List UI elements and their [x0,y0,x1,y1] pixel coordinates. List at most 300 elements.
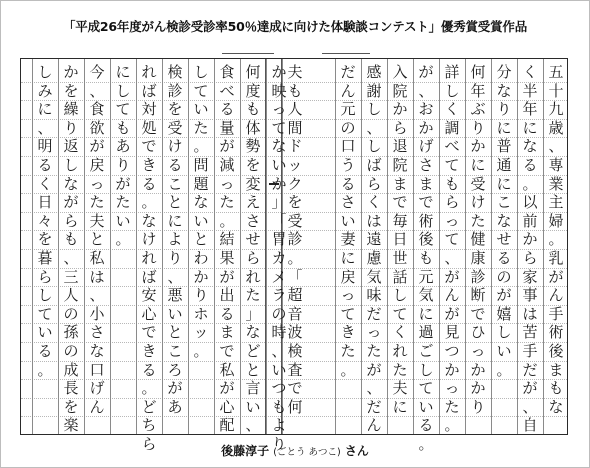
manuscript-character: か [470,360,486,379]
manuscript-character: れ [245,267,261,286]
manuscript-character: し [193,63,209,81]
manuscript-character: を [63,81,79,100]
manuscript-character: 映 [271,81,287,100]
manuscript-character: れ [141,248,157,267]
manuscript-character: こ [167,174,183,193]
manuscript-character: 通 [496,155,512,174]
manuscript-character: も [287,81,303,100]
manuscript-character: 食 [219,63,235,81]
manuscript-character: 「 [271,211,287,230]
manuscript-character: て [392,304,408,323]
manuscript-character: い [340,211,356,230]
manuscript-character: ま [418,174,434,193]
manuscript-character: 、 [548,137,564,156]
manuscript-column [266,63,292,453]
manuscript-character: 専 [548,155,564,174]
manuscript-character: 謝 [366,81,382,100]
manuscript-character: ろ [167,360,183,379]
manuscript-character: が [167,379,183,398]
manuscript-character: ラ [271,286,287,305]
manuscript-column [188,63,214,361]
manuscript-character: 私 [219,360,235,379]
manuscript-character: 夫 [392,379,408,398]
manuscript-character: は [366,211,382,230]
manuscript-character: で [418,193,434,212]
manuscript-character: 普 [496,137,512,156]
manuscript-column [32,63,58,379]
manuscript-character: 感 [366,63,382,81]
manuscript-character: た [89,193,105,212]
manuscript-column [465,63,491,416]
manuscript-character: 出 [219,286,235,305]
manuscript-character: 診 [167,81,183,100]
manuscript-character: 業 [548,174,564,193]
manuscript-character: ん [444,286,460,305]
manuscript-character: 処 [141,118,157,137]
manuscript-column [491,63,517,379]
manuscript-character: の [271,304,287,323]
manuscript-character: 元 [340,100,356,119]
manuscript-character: 。 [548,230,564,249]
manuscript-character: る [141,360,157,379]
manuscript-character: 検 [167,63,183,81]
manuscript-character: た [219,193,235,212]
manuscript-character: 妻 [340,230,356,249]
manuscript-character: 、 [522,397,538,416]
manuscript-character: い [496,341,512,360]
manuscript-character: ま [548,360,564,379]
manuscript-character: か [470,379,486,398]
manuscript-character: 。 [141,193,157,212]
manuscript-character: 以 [522,193,538,212]
manuscript-character: 後 [418,230,434,249]
column-rule [188,59,189,434]
manuscript-character: っ [271,100,287,119]
manuscript-character: け [470,193,486,212]
manuscript-character: く [366,193,382,212]
manuscript-character: っ [444,211,460,230]
manuscript-character: 検 [287,341,303,360]
manuscript-character: な [548,397,564,416]
manuscript-character: 味 [366,286,382,305]
manuscript-character: 口 [340,137,356,156]
manuscript-character: も [418,248,434,267]
manuscript-character: き [141,155,157,174]
manuscript-character: っ [444,379,460,398]
manuscript-character: 超 [287,286,303,305]
manuscript-character: い [245,397,261,416]
manuscript-character: が [366,360,382,379]
manuscript-character: 変 [245,174,261,193]
manuscript-character: が [496,286,512,305]
manuscript-character: 受 [287,211,303,230]
column-rule [465,59,466,434]
manuscript-character: 断 [470,286,486,305]
manuscript-character: 院 [392,81,408,100]
manuscript-character: な [496,211,512,230]
manuscript-character: 三 [63,267,79,286]
manuscript-character: 。 [141,379,157,398]
manuscript-character: え [245,193,261,212]
manuscript-character: 術 [418,211,434,230]
manuscript-character: せ [245,230,261,249]
manuscript-character: 。 [115,230,131,249]
manuscript-character: い [418,397,434,416]
manuscript-column [517,63,543,435]
manuscript-character: に [167,211,183,230]
manuscript-character: 悪 [167,286,183,305]
manuscript-character: か [470,137,486,156]
manuscript-character: る [219,304,235,323]
manuscript-character: 小 [89,304,105,323]
manuscript-character: で [219,341,235,360]
manuscript-character: た [366,341,382,360]
manuscript-character: ん [548,286,564,305]
manuscript-character: 人 [63,286,79,305]
manuscript-character: り [496,100,512,119]
manuscript-character: 。 [444,416,460,435]
manuscript-character: 年 [522,100,538,119]
manuscript-character: 、 [366,379,382,398]
manuscript-character: 成 [63,360,79,379]
manuscript-character: は [522,304,538,323]
manuscript-character: 、 [37,118,53,137]
manuscript-column [240,63,266,435]
manuscript-character: だ [366,304,382,323]
manuscript-character: 元 [418,267,434,286]
manuscript-character: 院 [392,155,408,174]
manuscript-character: 遠 [366,230,382,249]
manuscript-column [439,63,465,435]
manuscript-character: り [271,434,287,453]
manuscript-column [110,63,136,249]
manuscript-character: 事 [522,286,538,305]
manuscript-character: か [444,360,460,379]
manuscript-character: 度 [245,81,261,100]
column-rule [543,59,544,434]
manuscript-character: 孫 [63,323,79,342]
author-honorific: さん [344,444,369,458]
manuscript-character: て [193,81,209,100]
manuscript-character: た [392,360,408,379]
manuscript-character: 減 [219,155,235,174]
manuscript-character: 、 [63,248,79,267]
manuscript-character: 受 [470,174,486,193]
manuscript-character: が [418,63,434,81]
column-rule [387,59,388,434]
manuscript-character: ら [37,267,53,286]
manuscript-character: 。 [193,341,209,360]
manuscript-character: り [63,118,79,137]
manuscript-character: ホ [193,304,209,323]
column-rule [32,59,33,434]
manuscript-character: か [418,118,434,137]
column-rule [413,59,414,434]
manuscript-character: 人 [287,100,303,119]
manuscript-character: か [392,100,408,119]
manuscript-character: が [63,193,79,212]
manuscript-character: 明 [37,137,53,156]
manuscript-character: 今 [89,63,105,81]
manuscript-character: ッ [193,323,209,342]
manuscript-character: こ [496,193,512,212]
manuscript-character: 受 [167,118,183,137]
manuscript-character: 返 [63,137,79,156]
manuscript-character: つ [271,379,287,398]
manuscript-character: 術 [548,323,564,342]
grid-row-rule [21,416,567,417]
manuscript-character: る [37,341,53,360]
manuscript-character: 間 [287,118,303,137]
manuscript-character: あ [167,397,183,416]
manuscript-character: と [245,360,261,379]
manuscript-character: 分 [496,63,512,81]
manuscript-character: 、 [167,267,183,286]
manuscript-character: げ [89,379,105,398]
manuscript-character: 詳 [444,63,460,81]
manuscript-character: け [141,230,157,249]
manuscript-character: ひ [470,323,486,342]
manuscript-character: の [63,304,79,323]
manuscript-character: 半 [522,81,538,100]
manuscript-character: て [418,379,434,398]
manuscript-character: 世 [392,248,408,267]
manuscript-character: 胃 [271,230,287,249]
manuscript-character: に [340,248,356,267]
manuscript-character: が [548,267,564,286]
manuscript-character: い [37,323,53,342]
manuscript-character: 心 [219,397,235,416]
manuscript-character: と [193,230,209,249]
manuscript-character: た [444,397,460,416]
manuscript-character: が [115,174,131,193]
manuscript-character: い [193,100,209,119]
author-name: 後藤淳子 [221,444,270,458]
manuscript-character: だ [366,397,382,416]
manuscript-character: 手 [522,341,538,360]
manuscript-character: せ [496,230,512,249]
manuscript-character: 結 [219,230,235,249]
manuscript-character: を [287,193,303,212]
manuscript-character: て [444,230,460,249]
manuscript-character: け [167,137,183,156]
manuscript-character: 」 [271,193,287,212]
manuscript-character: た [245,286,261,305]
manuscript-character: ち [141,416,157,435]
manuscript-character: 欲 [89,118,105,137]
manuscript-character: 調 [444,118,460,137]
manuscript-character: べ [444,137,460,156]
manuscript-character: が [219,137,235,156]
manuscript-character: か [522,230,538,249]
manuscript-character: ぶ [470,100,486,119]
manuscript-character: る [219,100,235,119]
manuscript-character: か [271,174,287,193]
manuscript-character: 日 [37,193,53,212]
header-rule-right [322,53,370,54]
manuscript-character: ご [418,341,434,360]
manuscript-character: 過 [418,323,434,342]
manuscript-character: ど [245,341,261,360]
manuscript-character: 「 [287,267,303,286]
manuscript-character: 問 [193,155,209,174]
manuscript-character: ん [366,416,382,435]
manuscript-character: 年 [470,81,486,100]
manuscript-character: 嬉 [496,304,512,323]
author-credit [0,442,590,459]
column-rule [214,59,215,434]
manuscript-character: と [89,230,105,249]
column-rule [136,59,137,434]
manuscript-character: 気 [418,286,434,305]
manuscript-character: 査 [287,360,303,379]
manuscript-character: ま [392,174,408,193]
manuscript-character: で [470,304,486,323]
manuscript-character: を [37,230,53,249]
column-rule [240,59,241,434]
manuscript-character: 言 [245,379,261,398]
manuscript-character: 題 [193,174,209,193]
manuscript-character: っ [219,174,235,193]
manuscript-character: し [366,100,382,119]
manuscript-character: し [444,81,460,100]
manuscript-character: よ [271,416,287,435]
manuscript-character: し [366,137,382,156]
column-rule [491,59,492,434]
manuscript-character: さ [340,193,356,212]
manuscript-character: り [115,155,131,174]
manuscript-character: 、 [89,81,105,100]
manuscript-character: で [392,193,408,212]
manuscript-character: さ [89,323,105,342]
manuscript-character: 気 [366,267,382,286]
column-rule [439,59,440,434]
manuscript-character: っ [89,174,105,193]
manuscript-character: に [496,174,512,193]
manuscript-character: 」 [245,304,261,323]
manuscript-character: の [496,267,512,286]
manuscript-character: 、 [366,118,382,137]
manuscript-character: き [141,341,157,360]
manuscript-character: に [392,397,408,416]
manuscript-character: こ [167,341,183,360]
manuscript-character: も [271,397,287,416]
manuscript-column [58,63,84,435]
manuscript-character: き [340,323,356,342]
manuscript-character: 対 [141,100,157,119]
manuscript-character: く [522,63,538,81]
manuscript-character: に [37,100,53,119]
manuscript-character: 、 [418,81,434,100]
manuscript-character: が [522,379,538,398]
manuscript-character: 何 [470,63,486,81]
manuscript-column [214,63,240,435]
manuscript-character: と [167,323,183,342]
author-name-reading: (ごとう あつこ) [273,447,341,458]
manuscript-character: ッ [287,155,303,174]
manuscript-character: ら [522,248,538,267]
manuscript-character: 退 [392,137,408,156]
manuscript-character: に [496,118,512,137]
manuscript-character: し [37,286,53,305]
manuscript-character: い [167,304,183,323]
manuscript-character: ら [392,118,408,137]
manuscript-character: し [115,81,131,100]
manuscript-character: 口 [89,360,105,379]
manuscript-character: い [271,155,287,174]
manuscript-character: る [496,248,512,267]
manuscript-character: 。 [219,211,235,230]
manuscript-character: 日 [392,230,408,249]
manuscript-character: に [522,118,538,137]
manuscript-character: ら [245,248,261,267]
manuscript-character: っ [366,323,382,342]
manuscript-character: り [167,248,183,267]
manuscript-character: で [141,137,157,156]
manuscript-character: で [287,379,303,398]
manuscript-column [84,63,110,416]
manuscript-character: た [193,118,209,137]
manuscript-column [162,63,188,416]
manuscript-character: 。 [496,360,512,379]
manuscript-character: に [470,155,486,174]
manuscript-character: 婦 [548,211,564,230]
manuscript-character: メ [271,267,287,286]
column-rule [266,59,267,434]
manuscript-character: な [193,193,209,212]
manuscript-character: な [245,323,261,342]
column-rule [84,59,85,434]
manuscript-character: ら [366,174,382,193]
manuscript-character: も [548,379,564,398]
manuscript-character: ク [287,174,303,193]
manuscript-character: 歳 [548,118,564,137]
manuscript-character: を [63,397,79,416]
manuscript-character: な [89,341,105,360]
manuscript-character: し [63,155,79,174]
manuscript-character: 楽 [63,416,79,435]
column-rule [110,59,111,434]
manuscript-character: 。 [340,360,356,379]
manuscript-character: 。 [287,248,303,267]
manuscript-character: 果 [219,248,235,267]
manuscript-character: な [63,174,79,193]
manuscript-character: ん [340,81,356,100]
manuscript-character: 食 [89,100,105,119]
manuscript-character: 量 [219,118,235,137]
manuscript-character: 波 [287,323,303,342]
manuscript-character: は [89,267,105,286]
manuscript-column [543,63,569,416]
manuscript-character: て [340,304,356,323]
manuscript-character: 繰 [63,100,79,119]
manuscript-character: な [496,81,512,100]
manuscript-character: さ [418,155,434,174]
manuscript-character: さ [245,211,261,230]
manuscript-character: く [37,174,53,193]
manuscript-character: う [340,155,356,174]
manuscript-character: な [271,137,287,156]
manuscript-character: っ [340,286,356,305]
manuscript-character: い [115,211,131,230]
manuscript-character: お [418,100,434,119]
manuscript-column [136,63,162,453]
manuscript-column [387,63,413,416]
manuscript-character: っ [470,341,486,360]
manuscript-character: し [392,286,408,305]
manuscript-character: る [522,155,538,174]
manuscript-character: 。 [193,137,209,156]
